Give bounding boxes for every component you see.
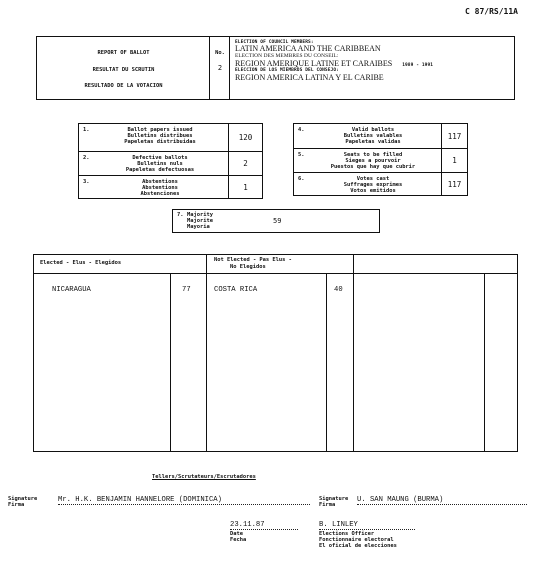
tally-value: 117 — [447, 131, 462, 141]
tally-value: 120 — [238, 133, 253, 142]
tally-row — [293, 172, 468, 196]
tally-number: 2. — [83, 155, 90, 161]
tally-label-fr: Suffrages exprimes — [343, 182, 403, 188]
tally-number: 6. — [298, 176, 305, 182]
tally-label-en: Abstentions — [142, 179, 178, 185]
signature-label-en: Signature — [319, 496, 349, 502]
signature-label-en: Signature — [8, 496, 38, 502]
tally-label-fr: Bulletins distribues — [127, 133, 193, 139]
majority-value: 59 — [273, 217, 282, 225]
divider — [484, 274, 485, 451]
signature-right — [319, 496, 348, 508]
region-en: LATIN AMERICA AND THE CARIBBEAN — [235, 44, 381, 54]
tally-label-fr: Bulletins valables — [343, 133, 403, 139]
tally-row — [78, 151, 263, 175]
tally-label-fr: Sieges a pourvoir — [345, 158, 401, 164]
elected-country: NICARAGUA — [52, 286, 91, 294]
ballot-number-cell — [210, 37, 230, 99]
election-label-en: ELECTION OF COUNCIL MEMBERS: — [235, 40, 314, 45]
tally-value: 2 — [243, 159, 248, 168]
election-label-fr: ELECTION DES MEMBRES DU CONSEIL: — [235, 52, 339, 59]
tally-row — [293, 123, 468, 148]
tally-number: 5. — [298, 152, 305, 158]
tally-number: 4. — [298, 127, 305, 133]
tally-label-en: Ballot papers issued — [127, 127, 193, 133]
document-reference: C 87/RS/11A — [465, 7, 518, 16]
term-years: 1989 - 1991 — [402, 62, 434, 68]
tally-label-fr: Bulletins nuls — [137, 161, 183, 167]
tally-number: 1. — [83, 127, 90, 133]
date-value: 23.11.87 — [230, 521, 298, 530]
results-table — [33, 254, 518, 452]
tally-value: 1 — [452, 156, 457, 165]
not-elected-votes: 40 — [334, 286, 343, 294]
tally-row — [78, 175, 263, 199]
election-label-es: ELECCION DE LOS MIEMBROS DEL CONSEJO: — [235, 68, 339, 74]
majority-number: 7. — [177, 212, 184, 218]
region-fr: REGION AMERIQUE LATINE ET CARAIBES — [235, 58, 393, 68]
tally-row — [293, 148, 468, 172]
majority-box — [172, 209, 380, 233]
not-elected-header-line1: Not Elected - Pas Elus - — [214, 257, 292, 263]
signature-left — [8, 496, 37, 508]
teller2-name: U. SAN MAUNG (BURMA) — [357, 496, 527, 505]
ballot-number-value: 2 — [217, 64, 223, 72]
tally-label-fr: Abstentions — [142, 185, 178, 191]
officer-title-fr: Fonctionnaire electoral — [319, 537, 394, 543]
tally-label-es: Papeletas validas — [345, 139, 401, 145]
majority-label-fr: Majorite — [187, 218, 213, 224]
majority-label-en: Majority — [187, 212, 213, 218]
date-label-es: Fecha — [230, 537, 247, 543]
teller1-name: Mr. H.K. BENJAMIN HANNELORE (DOMINICA) — [58, 496, 310, 505]
divider — [353, 255, 354, 451]
tally-label-en: Votes cast — [356, 176, 390, 182]
elected-votes: 77 — [182, 286, 191, 294]
ballot-number-label: No. — [215, 50, 225, 56]
tally-label-es: Papeletas defectuosas — [125, 167, 195, 173]
tally-label-es: Papeletas distribuidas — [124, 139, 196, 145]
not-elected-country: COSTA RICA — [214, 286, 258, 294]
signature-label-es: Firma — [319, 502, 336, 509]
divider — [206, 255, 207, 451]
date-label-en: Date — [230, 531, 243, 537]
report-label-en: REPORT OF BALLOT — [97, 50, 150, 56]
divider — [170, 274, 171, 451]
officer-name: B. LINLEY — [319, 521, 415, 530]
signature-label-es: Firma — [8, 502, 25, 509]
tally-value: 117 — [447, 179, 462, 189]
tally-label-es: Puestos que hay que cubrir — [330, 164, 416, 170]
tally-label-en: Seats to be filled — [343, 152, 403, 158]
tally-label-es: Abstenciones — [140, 191, 180, 197]
region-es: REGION AMERICA LATINA Y EL CARIBE — [235, 73, 384, 83]
divider — [326, 274, 327, 451]
tally-row — [78, 123, 263, 151]
tallies-left — [78, 123, 263, 199]
tally-label-en: Defective ballots — [132, 155, 188, 161]
majority-label-es: Mayoria — [187, 224, 210, 230]
report-label-fr: RESULTAT DU SCRUTIN — [92, 67, 155, 73]
not-elected-header-line2: No Elegidos — [230, 264, 266, 270]
report-label-es: RESULTADO DE LA VOTACION — [84, 83, 163, 89]
election-cell — [235, 40, 515, 98]
elected-header: Elected - Elus - Elegidos — [40, 260, 122, 266]
officer-title-es: El oficial de elecciones — [319, 543, 397, 549]
tally-number: 3. — [83, 179, 90, 185]
officer-title-en: Elections Officer — [319, 531, 375, 537]
tellers-heading: Tellers/Scrutateurs/Escrutadores — [152, 474, 256, 480]
tally-value: 1 — [243, 182, 248, 192]
report-title-cell — [37, 37, 210, 99]
tally-label-en: Valid ballots — [351, 127, 395, 133]
tally-label-es: Votos emitidos — [350, 188, 396, 194]
tallies-right — [293, 123, 468, 196]
report-header-box — [36, 36, 515, 100]
